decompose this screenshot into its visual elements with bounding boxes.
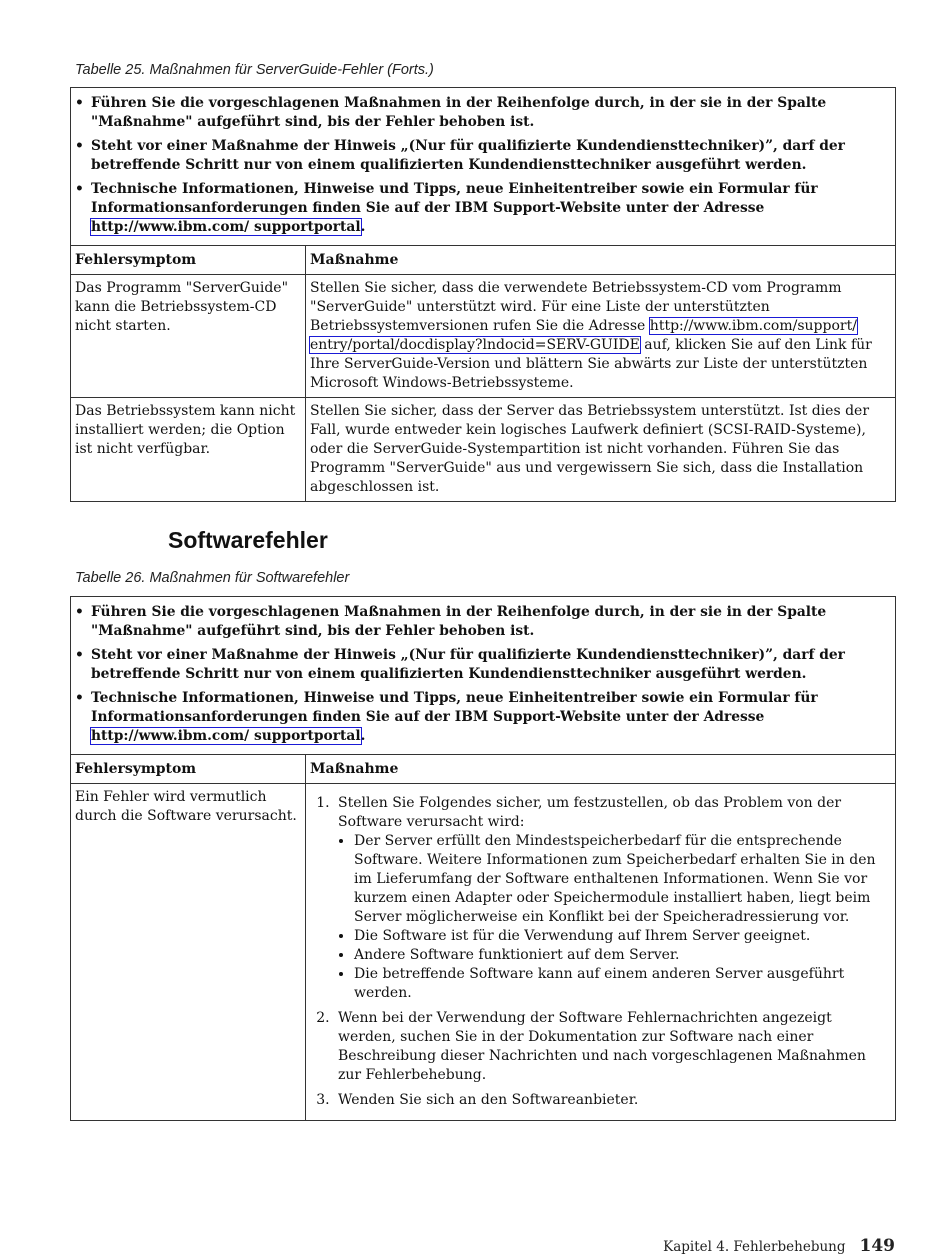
step-1 [334, 794, 891, 1003]
table-25-caption: Tabelle 25. Maßnahmen für ServerGuide-Fehler (Forts.) [75, 62, 434, 78]
step-2: 2. Wenn bei der Verwendung der Software Fehlernachrichten angezeigt werden, suchen Sie in der Dokumentation zur Software nach einer Beschreibung dieser Nachrichten und nach vorgeschlagenen Maßnahmen zur Fehlerbehebung. [334, 1009, 891, 1085]
step-1-text: Stellen Sie Folgendes sicher, um festzustellen, ob das Problem von der Software verursacht wird: [338, 795, 842, 830]
table-25-notes [71, 88, 896, 246]
symptom-cell: Ein Fehler wird vermutlich durch die Software verursacht. [71, 784, 306, 1121]
action-steps [310, 794, 891, 1110]
step-3: 3. Wenden Sie sich an den Softwareanbieter. [334, 1091, 891, 1110]
note-1: • Führen Sie die vorgeschlagenen Maßnahmen in der Reihenfolge durch, in der sie in der Spalte "Maßnahme" aufgeführt sind, bis der Fehler behoben ist. [75, 603, 885, 641]
note-2: • Steht vor einer Maßnahme der Hinweis „(Nur für qualifizierte Kundendiensttechniker)”, darf der betreffende Schritt nur von einem qualifizierten Kundendiensttechniker ausgeführt werden. [75, 646, 885, 684]
table-row [71, 398, 896, 502]
table-26-caption: Tabelle 26. Maßnahmen für Softwarefehler [75, 570, 350, 586]
check-item: • Die betreffende Software kann auf einem anderen Server ausgeführt werden. [354, 965, 891, 1003]
action-cell: Stellen Sie sicher, dass der Server das Betriebssystem unterstützt. Ist dies der Fall, wurde entweder kein logisches Laufwerk definiert (SCSI-RAID-Systeme), oder die ServerGuide-Systempartition ist nicht vorhanden. Führen Sie das Programm "ServerGuide" aus und vergewissern Sie sich, dass die Installation abgeschlossen ist. [306, 398, 896, 502]
header-action: Maßnahme [306, 246, 896, 275]
symptom-cell: Das Programm "ServerGuide" kann die Betriebssystem-CD nicht starten. [71, 275, 306, 398]
check-item: • Andere Software funktioniert auf dem Server. [354, 946, 891, 965]
check-item: • Die Software ist für die Verwendung auf Ihrem Server geeignet. [354, 927, 891, 946]
header-action: Maßnahme [306, 755, 896, 784]
docdisplay-link[interactable]: http://www.ibm.com/support/ entry/portal/docdisplay?lndocid=SERV-GUIDE [310, 318, 857, 353]
action-cell [306, 275, 896, 398]
note-3-end: . [360, 219, 366, 235]
header-symptom: Fehlersymptom [71, 246, 306, 275]
note-2: • Steht vor einer Maßnahme der Hinweis „(Nur für qualifizierte Kundendiensttechniker)”, darf der betreffende Schritt nur von einem qualifizierten Kundendiensttechniker ausgeführt werden. [75, 137, 885, 175]
supportportal-link[interactable]: http://www.ibm.com/ supportportal [91, 728, 361, 744]
page-number: 149 [859, 1236, 895, 1256]
check-item: • Der Server erfüllt den Mindestspeicherbedarf für die entsprechende Software. Weitere Informationen zum Speicherbedarf erhalten Sie in den im Lieferumfang der Software enthaltenen Informationen. Wenn Sie vor kurzem einen Adapter oder Speichermodule installiert haben, liegt beim Server möglicherweise ein Konflikt bei der Speicheradressierung vor. [354, 832, 891, 927]
supportportal-link[interactable]: http://www.ibm.com/ supportportal [91, 219, 361, 235]
note-3-text: Technische Informationen, Hinweise und Tipps, neue Einheitentreiber sowie ein Formular für Informationsanforderungen finden Sie auf der IBM Support-Website unter der Adresse [91, 690, 818, 725]
section-title: Softwarefehler [168, 527, 328, 553]
action-text: Stellen Sie sicher, dass die verwendete Betriebssystem-CD vom Programm "ServerGuide" unterstützt wird. Für eine Liste der unterstützten Betriebssystemversionen rufen Sie die Adresse [310, 280, 842, 334]
note-3 [75, 689, 885, 746]
table-26-notes [71, 597, 896, 755]
table-26 [70, 596, 896, 1121]
symptom-cell: Das Betriebssystem kann nicht installiert werden; die Option ist nicht verfügbar. [71, 398, 306, 502]
page-footer [663, 1236, 895, 1256]
step-1-checks [338, 832, 891, 1003]
table-25 [70, 87, 896, 502]
note-3-end: . [360, 728, 366, 744]
note-1: • Führen Sie die vorgeschlagenen Maßnahmen in der Reihenfolge durch, in der sie in der Spalte "Maßnahme" aufgeführt sind, bis der Fehler behoben ist. [75, 94, 885, 132]
note-3 [75, 180, 885, 237]
chapter-label: Kapitel 4. Fehlerbehebung [663, 1239, 846, 1255]
table-row [71, 275, 896, 398]
header-symptom: Fehlersymptom [71, 755, 306, 784]
action-text-end: auf, klicken Sie auf den Link für Ihre ServerGuide-Version und blättern Sie abwärts zur Liste der unterstützten Microsoft Windows-Betriebssysteme. [310, 337, 872, 391]
note-3-text: Technische Informationen, Hinweise und Tipps, neue Einheitentreiber sowie ein Formular für Informationsanforderungen finden Sie auf der IBM Support-Website unter der Adresse [91, 181, 818, 216]
table-row [71, 784, 896, 1121]
action-cell [306, 784, 896, 1121]
